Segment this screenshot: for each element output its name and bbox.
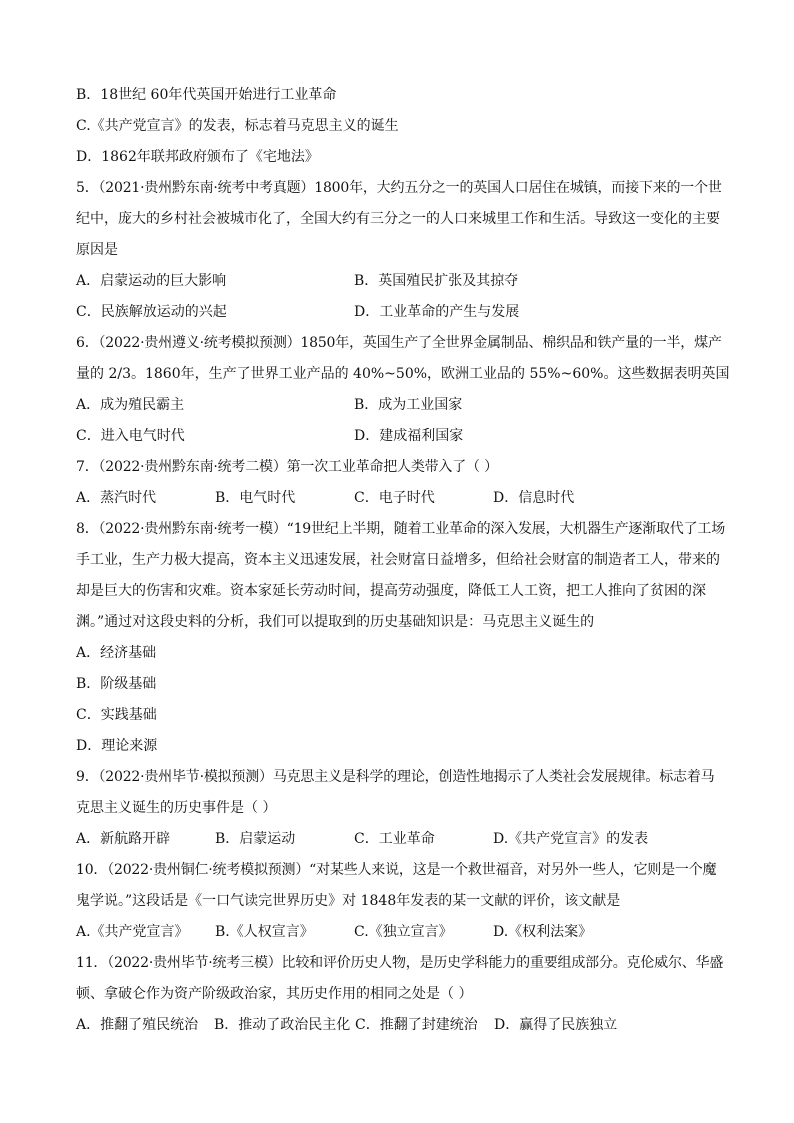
- option-b: B．成为工业国家: [354, 397, 463, 413]
- question-5: [76, 173, 734, 328]
- options-row: [76, 297, 734, 328]
- question-11: [76, 948, 734, 1041]
- option-d: D．赢得了民族独立: [494, 1017, 618, 1033]
- question-text: 6．（2022·贵州遵义·统考模拟预测）1850年，英国生产了全世界金属制品、棉织品和铁产量的一半，煤产: [76, 335, 722, 351]
- option-line: B．18世纪 60年代英国开始进行工业革命: [76, 87, 337, 103]
- option-b: B．阶级基础: [76, 676, 157, 692]
- option-b: B．电气时代: [215, 490, 296, 506]
- question-text: 克思主义诞生的历史事件是（ ）: [76, 800, 277, 816]
- option-d: D．建成福利国家: [354, 428, 464, 444]
- option-c: C．电子时代: [354, 490, 435, 506]
- options-row: [76, 483, 734, 514]
- option-a: A．经济基础: [76, 645, 157, 661]
- question-text: 渊。”通过对这段史料的分析，我们可以提取到的历史基础知识是：马克思主义诞生的: [76, 614, 595, 630]
- question-6: [76, 328, 734, 452]
- option-a: A．成为殖民霸主: [76, 397, 185, 413]
- question-text: 9．（2022·贵州毕节·模拟预测）马克思主义是科学的理论，创造性地揭示了人类社会发展规律。标志着马: [76, 769, 715, 785]
- option-b: B．英国殖民扩张及其掠夺: [354, 273, 519, 289]
- option-d: D．工业革命的产生与发展: [354, 304, 520, 320]
- option-d: D．理论来源: [76, 738, 158, 754]
- option-c: C．民族解放运动的兴起: [76, 304, 227, 320]
- question-text: 手工业，生产力极大提高，资本主义迅速发展，社会财富日益增多，但给社会财富的制造者工人，带来的: [76, 552, 720, 568]
- option-c: C．实践基础: [76, 707, 157, 723]
- option-c: C．进入电气时代: [76, 428, 185, 444]
- question-text: 5．（2021·贵州黔东南·统考中考真题）1800年，大约五分之一的英国人口居住在城镇，而接下来的一个世: [76, 180, 722, 196]
- question-text: 鬼学说。”这段话是《一口气读完世界历史》对 1848年发表的某一文献的评价，该文献是: [76, 893, 621, 909]
- option-line: C.《共产党宣言》的发表，标志着马克思主义的诞生: [76, 118, 399, 134]
- option-b: B.《人权宣言》: [215, 924, 314, 940]
- option-a: A．蒸汽时代: [76, 490, 157, 506]
- option-c: C．推翻了封建统治: [355, 1017, 478, 1033]
- options-row: [76, 1010, 734, 1041]
- question-text: 原因是: [76, 242, 118, 258]
- option-c: C．工业革命: [354, 831, 435, 847]
- options-row: [76, 266, 734, 297]
- question-9: [76, 762, 734, 855]
- options-row: [76, 917, 734, 948]
- option-d: D．信息时代: [493, 490, 575, 506]
- options-row: [76, 421, 734, 452]
- question-text: 10．（2022·贵州铜仁·统考模拟预测）“对某些人来说，这是一个救世福音，对另外一些人，它则是一个魔: [76, 862, 717, 878]
- option-b: B．启蒙运动: [215, 831, 296, 847]
- option-a: A．启蒙运动的巨大影响: [76, 273, 227, 289]
- question-text: 纪中，庞大的乡村社会被城市化了，全国大约有三分之一的人口来城里工作和生活。导致这一变化的主要: [76, 211, 720, 227]
- question-text: 7．（2022·贵州黔东南·统考二模）第一次工业革命把人类带入了（ ）: [76, 459, 498, 475]
- question-text: 顿、拿破仑作为资产阶级政治家，其历史作用的相同之处是（ ）: [76, 986, 473, 1002]
- option-a: A．新航路开辟: [76, 831, 171, 847]
- option-a: A．推翻了殖民统治: [76, 1017, 199, 1033]
- option-a: A.《共产党宣言》: [76, 924, 189, 940]
- option-b: B．推动了政治民主化: [214, 1017, 351, 1033]
- options-row: [76, 390, 734, 421]
- option-line: D．1862年联邦政府颁布了《宅地法》: [76, 149, 319, 165]
- options-row: [76, 824, 734, 855]
- question-10: [76, 855, 734, 948]
- question-text: 却是巨大的伤害和灾难。资本家延长劳动时间，提高劳动强度，降低工人工资，把工人推向了贫困的深: [76, 583, 706, 599]
- option-c: C.《独立宣言》: [354, 924, 453, 940]
- question-8: [76, 514, 734, 762]
- question-text: 11．（2022·贵州毕节·统考三模）比较和评价历史人物，是历史学科能力的重要组成部分。克伦威尔、华盛: [76, 955, 724, 971]
- option-d: D.《权利法案》: [493, 924, 593, 940]
- option-d: D.《共产党宣言》的发表: [493, 831, 649, 847]
- question-7: [76, 452, 734, 514]
- question-text: 量的 2/3。1860年，生产了世界工业产品的 40%~50%，欧洲工业品的 55%~60%。这些数据表明英国: [76, 366, 730, 382]
- question-text: 8．（2022·贵州黔东南·统考一模）“19世纪上半期，随着工业革命的深入发展，大机器生产逐渐取代了工场: [76, 521, 726, 537]
